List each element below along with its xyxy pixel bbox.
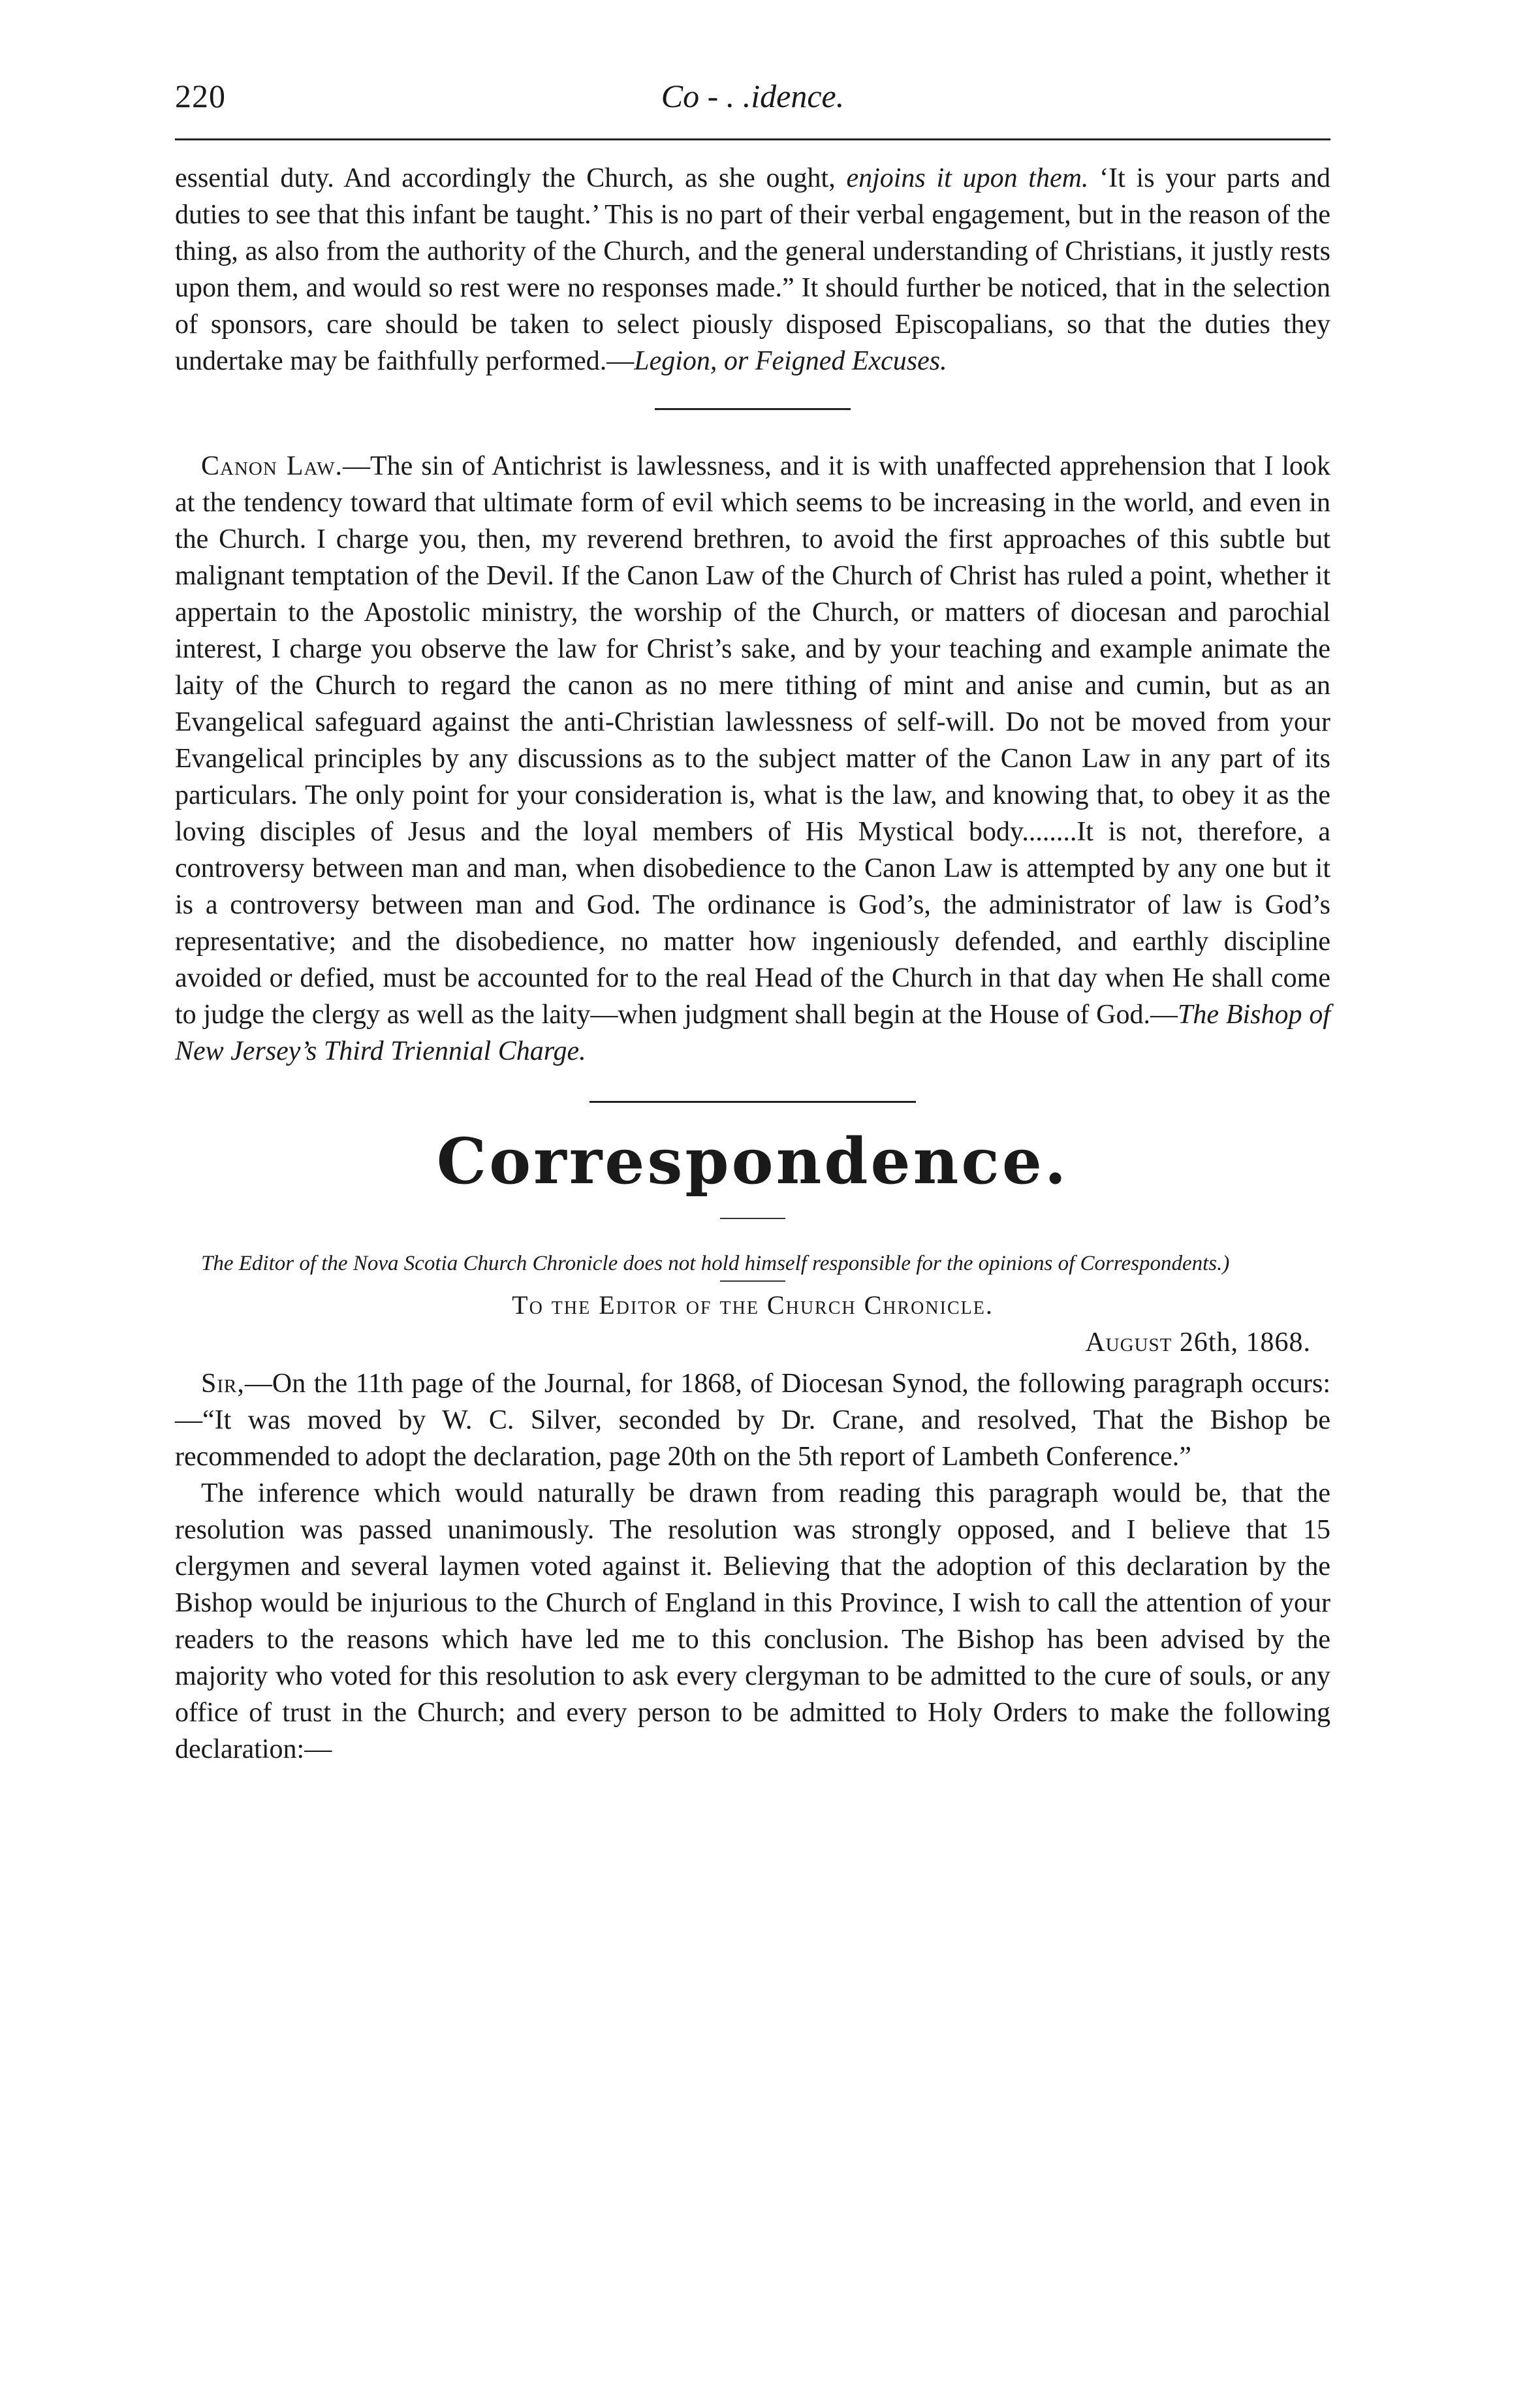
excerpt-sponsors-text-a: essential duty. And accordingly the Church, as she ought, xyxy=(175,163,847,193)
excerpt-sponsors-text-c: ‘It is your parts and duties to see that this infant be taught.’ This is no part of their verbal engagement, but in the reason of the thing, as also from the authority of the Church, and the general understanding of Christians, it justly rests upon them, and would so rest were no responses made.” It should further be noticed, that in the selection of sponsors, care should be taken to select piously disposed Episcopalians, so that the duties they undertake may be faithfully performed.— xyxy=(175,163,1330,376)
section-divider xyxy=(589,1101,916,1103)
excerpt-sponsors-paragraph xyxy=(175,160,1330,379)
letter-paragraph: The inference which would naturally be drawn from reading this paragraph would be, that the resolution was passed unanimously. The resolution was strongly opposed, and I believe that 15 clergymen and several laymen voted against it. Believing that the adoption of this declaration by the Bishop would be injurious to the Church of England in this Province, I wish to call the attention of your readers to the reasons which have led me to this conclusion. The Bishop has been advised by the majority who voted for this resolution to ask every clergyman to be admitted to the cure of souls, or any office of trust in the Church; and every person to be admitted to Holy Orders to make the following declaration:— xyxy=(175,1478,1330,1764)
disclaimer-rule xyxy=(720,1280,785,1282)
excerpt-sponsors-emphasis: enjoins it upon them. xyxy=(846,163,1089,193)
running-head xyxy=(175,65,1330,131)
running-title: Co - . .idence. xyxy=(661,78,845,114)
canon-law-lead: Canon Law. xyxy=(201,451,343,481)
letter-paragraph-text: —On the 11th page of the Journal, for 1868, of Diocesan Synod, the following paragraph occurs:—“It was moved by W. C. Silver, seconded by Dr. Crane, and resolved, That the Bishop be recommended to adopt the declaration, page 20th on the 5th report of Lambeth Conference.” xyxy=(175,1369,1330,1472)
section-divider xyxy=(655,408,851,410)
canon-law-source: The Bishop of New Jersey’s Third Triennial Charge. xyxy=(175,1000,1330,1066)
canon-law-paragraph xyxy=(175,448,1330,1070)
letter-salutation: Sir, xyxy=(201,1369,245,1399)
letter-date-month: August xyxy=(1085,1327,1172,1358)
letter-paragraph xyxy=(175,1365,1330,1475)
excerpt-sponsors-source: Legion, or Feigned Excuses. xyxy=(634,346,947,376)
canon-law-body: —The sin of Antichrist is lawlessness, and it is with unaffected apprehension that I look at the tendency toward that ultimate form of evil which seems to be increasing in the world, and even in the Church. I charge you, then, my reverend brethren, to avoid the first approaches of this subtle but malignant temptation of the Devil. If the Canon Law of the Church of Christ has ruled a point, whether it appertain to the Apostolic ministry, the worship of the Church, or matters of diocesan and parochial interest, I charge you observe the law for Christ’s sake, and by your teaching and example animate the laity of the Church to regard the canon as no mere tithing of mint and anise and cumin, but as an Evangelical safeguard against the anti-Christian lawlessness of self-will. Do not be moved from your Evangelical principles by any discussions as to the subject matter of the Canon Law in any part of its particulars. The only point for your consideration is, what is the law, and knowing that, to obey it as the loving disciples of Jesus and the loyal members of His Mystical body........It is not, therefore, a controversy between man and man, when disobedience to the Canon Law is attempted by any one but it is a controversy between man and God. The ordinance is God’s, the administrator of law is God’s representative; and the disobedience, no matter how ingeniously defended, and earthly discipline avoided or defied, must be accounted for to the real Head of the Church in that day when He shall come to judge the clergy as well as the laity—when judgment shall begin at the House of God.— xyxy=(175,451,1330,1030)
heading-rule xyxy=(720,1218,785,1219)
letter-dateline xyxy=(175,1324,1330,1361)
letter-date-rest: 26th, 1868. xyxy=(1172,1327,1311,1358)
header-rule xyxy=(175,138,1330,140)
editor-disclaimer: The Editor of the Nova Scotia Church Chronicle does not hold himself responsible for the opinions of Correspondents.) xyxy=(201,1252,1230,1275)
letter-addressee: To the Editor of the Church Chronicle. xyxy=(512,1290,994,1320)
correspondence-heading: Correspondence. xyxy=(436,1124,1069,1198)
journal-page xyxy=(175,65,1330,1768)
page-number: 220 xyxy=(175,78,226,114)
